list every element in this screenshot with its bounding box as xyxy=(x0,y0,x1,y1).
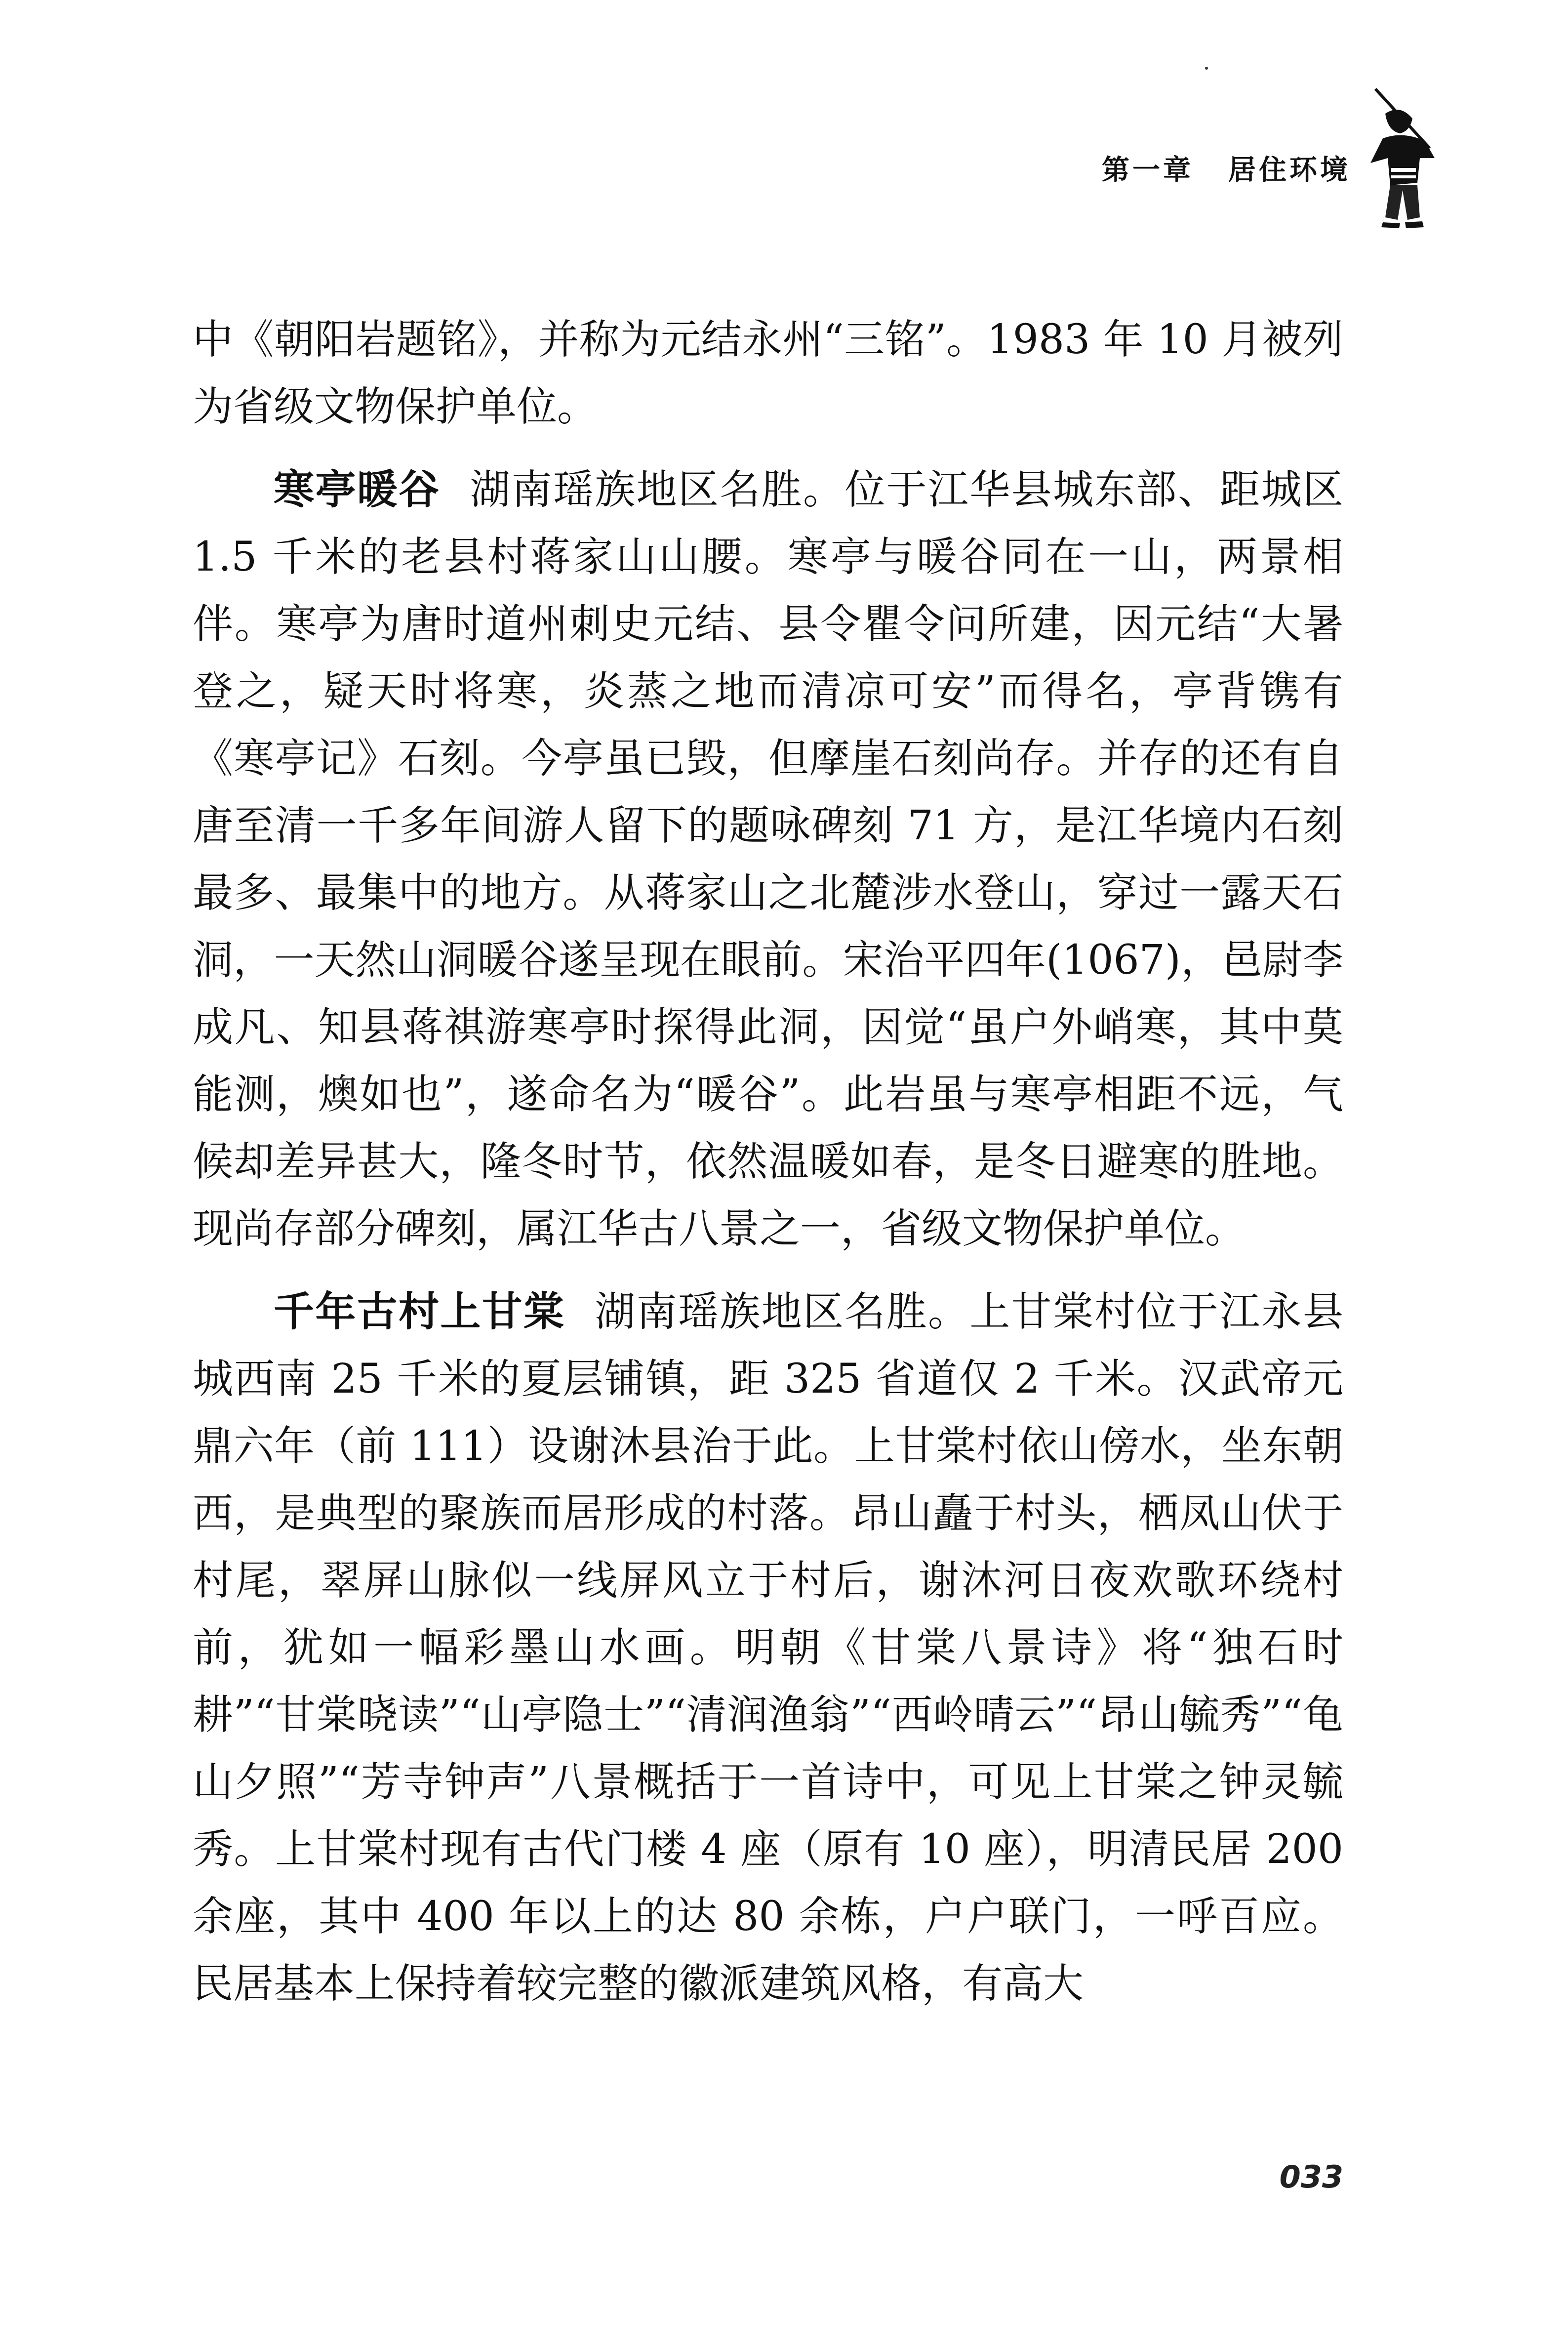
yao-figure-icon xyxy=(1356,84,1445,242)
chapter-title: 居住环境 xyxy=(1228,154,1351,186)
running-header xyxy=(1102,148,1351,188)
page-number: 033 xyxy=(1279,2159,1343,2195)
entry-body: 湖南瑶族地区名胜。上甘棠村位于江永县城西南 25 千米的夏层铺镇，距 325 省道仅 2 千米。汉武帝元鼎六年（前 111）设谢沐县治于此。上甘棠村依山傍水，坐东朝西，是典型的聚族而居形成的村落。昂山矗于村头，栖凤山伏于村尾，翠屏山脉似一线屏风立于村后，谢沐河日夜欢歌环绕村前，犹如一幅彩墨山水画。明朝《甘棠八景诗》将“独石时耕”“甘棠晓读”“山亭隐士”“清润渔翁”“西岭晴云”“昂山毓秀”“龟山夕照”“芳寺钟声”八景概括于一首诗中，可见上甘棠之钟灵毓秀。上甘棠村现有古代门楼 4 座（原有 10 座），明清民居 200 余座，其中 400 年以上的达 80 余栋，户户联门，一呼百应。民居基本上保持着较完整的徽派建筑风格，有高大 xyxy=(193,1288,1343,2007)
entry-body: 湖南瑶族地区名胜。位于江华县城东部、距城区 1.5 千米的老县村蒋家山山腰。寒亭与暖谷同在一山，两景相伴。寒亭为唐时道州刺史元结、县令瞿令问所建，因元结“大暑登之，疑天时将寒，炎蒸之地而清凉可安”而得名，亭背镌有《寒亭记》石刻。今亭虽已毁，但摩崖石刻尚存。并存的还有自唐至清一千多年间游人留下的题咏碑刻 71 方，是江华境内石刻最多、最集中的地方。从蒋家山之北麓涉水登山，穿过一露天石洞，一天然山洞暖谷遂呈现在眼前。宋治平四年(1067)，邑尉李成凡、知县蒋祺游寒亭时探得此洞，因觉“虽户外峭寒，其中莫能测，燠如也”，遂命名为“暖谷”。此岩虽与寒亭相距不远，气候却差异甚大，隆冬时节，依然温暖如春，是冬日避寒的胜地。现尚存部分碑刻，属江华古八景之一，省级文物保护单位。 xyxy=(193,466,1343,1252)
entry-term: 寒亭暖谷 xyxy=(274,466,441,513)
paragraph-hanting xyxy=(193,456,1343,1263)
paragraph-shangganpai xyxy=(193,1278,1343,2018)
paragraph-intro: 中《朝阳岩题铭》，并称为元结永州“三铭”。1983 年 10 月被列为省级文物保护单位。 xyxy=(193,316,1343,430)
speck-mark xyxy=(1205,67,1208,70)
chapter-label: 第一章 xyxy=(1102,154,1194,186)
body-text xyxy=(193,306,1343,2033)
entry-term: 千年古村上甘棠 xyxy=(274,1288,565,1335)
